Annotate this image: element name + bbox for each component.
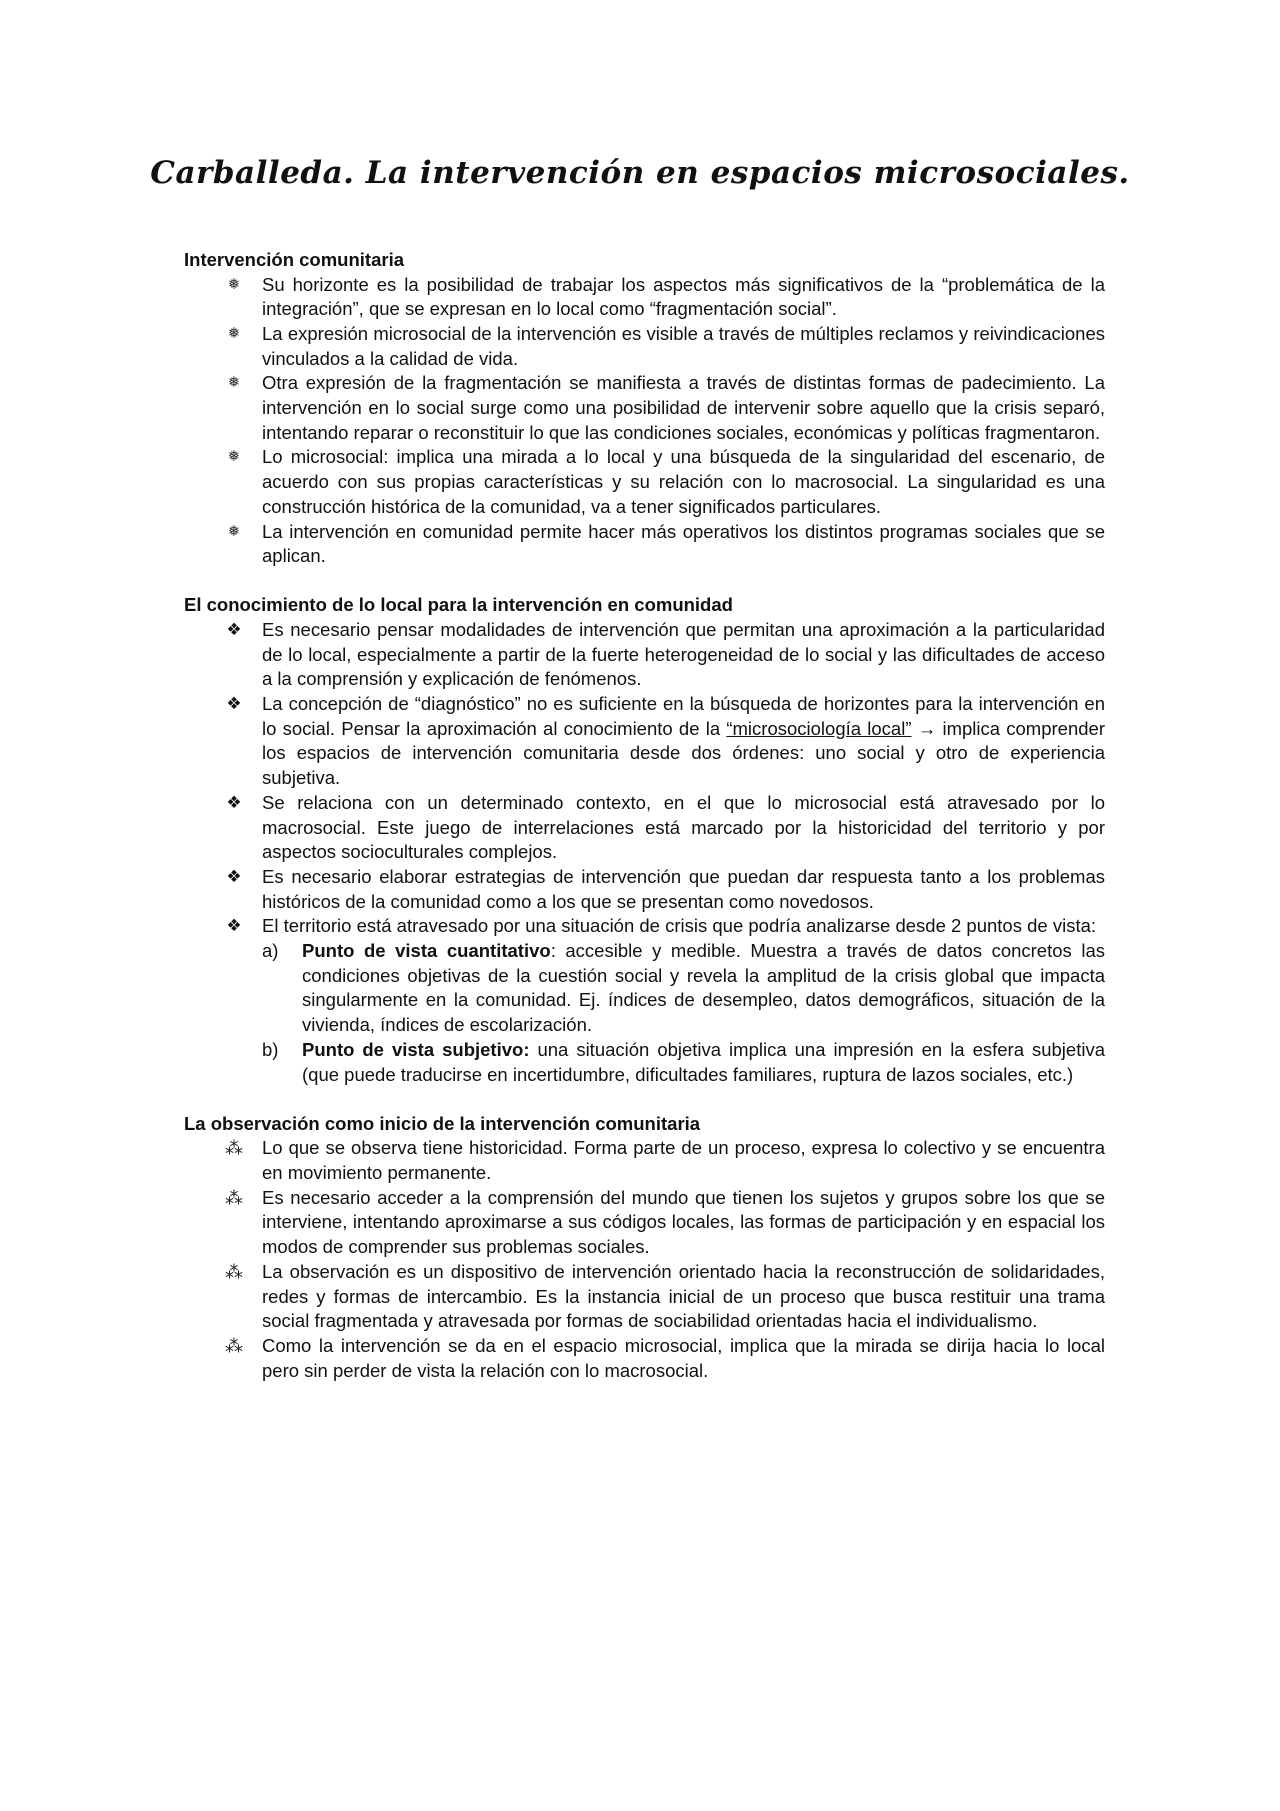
sub-list-text: : accesible y medible. Muestra a través de datos concretos las condiciones objetivas de la cuestión social y revela la amplitud de la crisis global que impacta singularmente en la comunidad. Ej. índices de desempleo, datos demográficos, situación de la vivienda, índices de escolarización.	[302, 940, 1105, 1036]
diamond-bullet-icon: ❖	[226, 916, 242, 936]
list-item-text: Se relaciona con un determinado contexto, en el que lo microsocial está atravesado por lo macrosocial. Este juego de interrelaciones está marcado por la historicidad del territorio y por aspectos socioculturales complejos.	[262, 791, 1105, 863]
section-heading: La observación como inicio de la intervención comunitaria	[184, 1112, 701, 1134]
asterism-bullet-icon: ⁂	[225, 1138, 243, 1159]
diamond-bullet-icon: ❖	[226, 866, 242, 886]
list-item-text: Es necesario elaborar estrategias de intervención que puedan dar respuesta tanto a los problemas históricos de la comunidad como a los que se presentan como novedosos.	[262, 865, 1105, 912]
list-item	[184, 445, 1105, 519]
sub-list-text: una situación objetiva implica una impresión en la esfera subjetiva (que puede traducirse en incertidumbre, dificultades familiares, ruptura de lazos sociales, etc.)	[302, 1038, 1105, 1085]
arrow-right-icon: →	[911, 717, 943, 739]
section-conocimiento-local	[184, 593, 1105, 1087]
diamond-bullet-icon: ❖	[226, 619, 242, 639]
sub-list-marker: a)	[262, 940, 279, 962]
diamond-bullet-icon: ❖	[226, 792, 242, 812]
list-item-text: Su horizonte es la posibilidad de trabajar los aspectos más significativos de la “problemática de la integración”, que se expresan en lo local como “fragmentación social”.	[262, 273, 1105, 320]
snowflake-bullet-icon: ❅	[227, 522, 241, 540]
sub-list-label: Punto de vista cuantitativo	[302, 940, 551, 962]
list-item-text: Es necesario pensar modalidades de intervención que permitan una aproximación a la particularidad de lo local, especialmente a partir de la fuerte heterogeneidad de lo social y las dificultades de acceso a la comprensión y explicación de fenómenos.	[262, 618, 1105, 690]
snowflake-bullet-icon: ❅	[227, 324, 241, 342]
sub-list-label: Punto de vista subjetivo:	[302, 1038, 530, 1060]
list-item-text: La expresión microsocial de la intervención es visible a través de múltiples reclamos y reivindicaciones vinculados a la calidad de vida.	[262, 322, 1105, 369]
list-item-text: Es necesario acceder a la comprensión del mundo que tienen los sujetos y grupos sobre los que se interviene, intentando aproximarse a sus códigos locales, las formas de participación y en espacial los modos de comprender sus problemas sociales.	[262, 1186, 1105, 1258]
bullet-list	[184, 1136, 1105, 1383]
list-item-text: La intervención en comunidad permite hacer más operativos los distintos programas sociales que se aplican.	[262, 520, 1105, 567]
list-item	[184, 1136, 1105, 1185]
list-item-text: Como la intervención se da en el espacio microsocial, implica que la mirada se dirija hacia lo local pero sin perder de vista la relación con lo macrosocial.	[262, 1334, 1105, 1381]
list-item	[184, 322, 1105, 371]
list-item	[184, 1186, 1105, 1260]
list-item-text: Lo que se observa tiene historicidad. Forma parte de un proceso, expresa lo colectivo y se encuentra en movimiento permanente.	[262, 1137, 1105, 1183]
document-body	[184, 248, 1105, 1408]
list-item	[184, 791, 1105, 865]
list-item	[184, 1334, 1105, 1383]
sub-list-item	[262, 939, 1105, 1038]
bullet-list	[184, 618, 1105, 1087]
snowflake-bullet-icon: ❅	[227, 275, 241, 293]
list-item	[184, 1260, 1105, 1334]
list-item-text: Lo microsocial: implica una mirada a lo local y una búsqueda de la singularidad del escenario, de acuerdo con sus propias características y su relación con lo macrosocial. La singularidad es una construcción histórica de la comunidad, va a tener significados particulares.	[262, 446, 1105, 517]
list-item	[184, 520, 1105, 569]
section-heading: El conocimiento de lo local para la intervención en comunidad	[184, 594, 733, 616]
section-observacion	[184, 1112, 1105, 1384]
snowflake-bullet-icon: ❅	[227, 374, 241, 392]
document-title: Carballeda. La intervención en espacios microsociales.	[150, 155, 1130, 191]
list-item-text: Otra expresión de la fragmentación se manifiesta a través de distintas formas de padecimiento. La intervención en lo social surge como una posibilidad de intervenir sobre aquello que la crisis separó, intentando reparar o reconstituir lo que las condiciones sociales, económicas y políticas fragmentaron.	[262, 372, 1105, 443]
list-item-text: implica comprender los espacios de intervención comunitaria desde dos órdenes: uno social y otro de experiencia subjetiva.	[262, 717, 1105, 789]
list-item	[184, 273, 1105, 322]
section-intervencion-comunitaria	[184, 248, 1105, 569]
snowflake-bullet-icon: ❅	[227, 448, 241, 466]
asterism-bullet-icon: ⁂	[225, 1335, 243, 1356]
list-item	[184, 618, 1105, 692]
list-item-text: La observación es un dispositivo de intervención orientado hacia la reconstrucción de solidaridades, redes y formas de intercambio. Es la instancia inicial de un proceso que busca restituir una trama social fragmentada y atravesada por formas de sociabilidad orientadas hacia el individualismo.	[262, 1260, 1105, 1332]
section-heading: Intervención comunitaria	[184, 249, 404, 270]
bullet-list	[184, 273, 1105, 569]
list-item	[184, 371, 1105, 445]
asterism-bullet-icon: ⁂	[225, 1187, 243, 1208]
list-item	[184, 865, 1105, 914]
sub-list-item	[262, 1038, 1105, 1087]
list-item-text: La concepción de “diagnóstico” no es suficiente en la búsqueda de horizontes para la intervención en lo social. Pensar la aproximación al conocimiento de la	[262, 693, 1105, 739]
sub-list	[262, 939, 1105, 1087]
underlined-term: “microsociología local”	[726, 717, 912, 739]
diamond-bullet-icon: ❖	[226, 694, 242, 714]
list-item	[184, 692, 1105, 791]
list-item-text: El territorio está atravesado por una situación de crisis que podría analizarse desde 2 puntos de vista:	[262, 915, 1097, 937]
list-item	[184, 914, 1105, 1087]
sub-list-marker: b)	[262, 1038, 279, 1060]
asterism-bullet-icon: ⁂	[225, 1261, 243, 1282]
